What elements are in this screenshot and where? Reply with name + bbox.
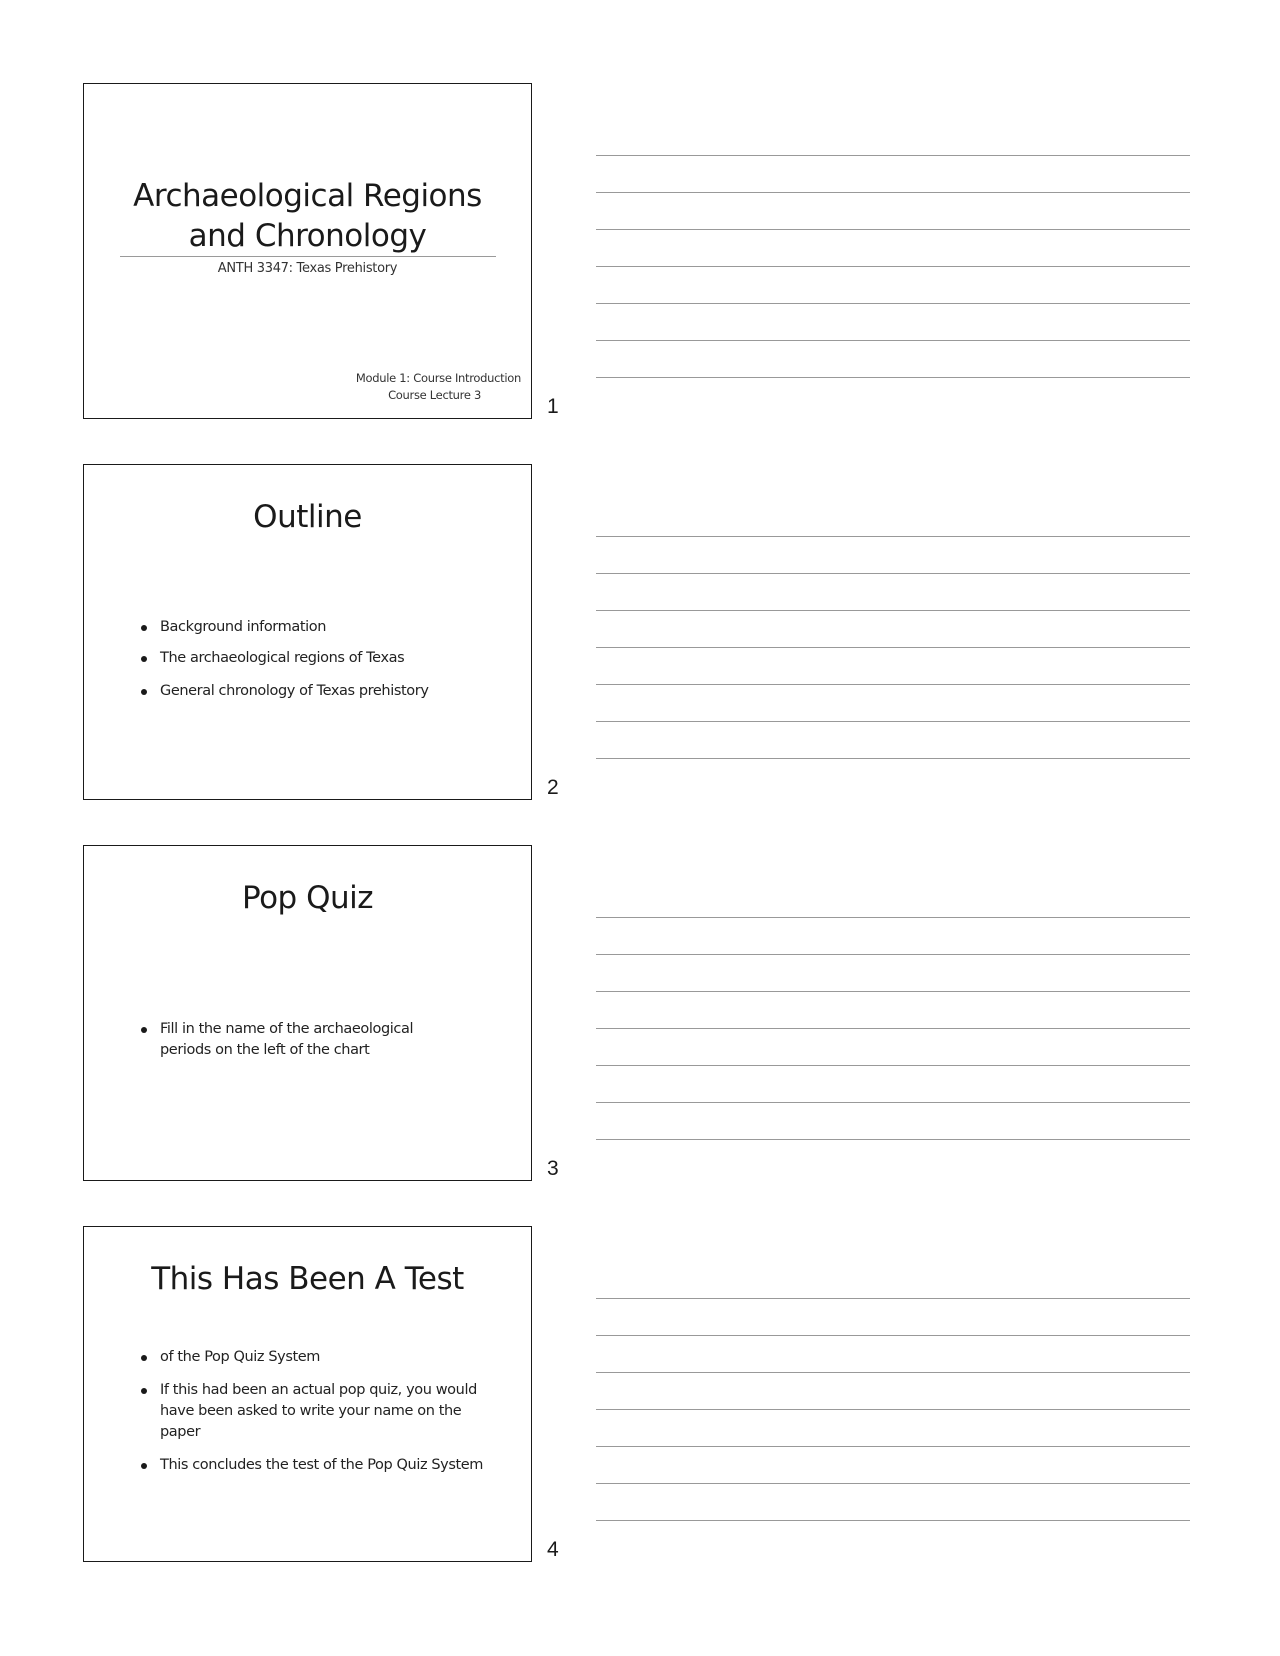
bullet-item: This concludes the test of the Pop Quiz System bbox=[140, 1455, 493, 1476]
slide-title: Outline bbox=[253, 499, 362, 535]
bullet-list bbox=[140, 1019, 461, 1061]
bullet-item: Fill in the name of the archaeological periods on the left of the chart bbox=[140, 1019, 461, 1061]
title-divider bbox=[120, 256, 496, 257]
note-line bbox=[596, 991, 1190, 992]
note-line bbox=[596, 377, 1190, 378]
slide-title-line-2: and Chronology bbox=[188, 218, 427, 254]
note-line bbox=[596, 758, 1190, 759]
note-line bbox=[596, 610, 1190, 611]
slide-thumbnail-4 bbox=[83, 1226, 532, 1562]
slide-row-4 bbox=[0, 1226, 1280, 1566]
slide-row-1 bbox=[0, 83, 1280, 423]
note-line bbox=[596, 266, 1190, 267]
slide-number: 4 bbox=[547, 1538, 559, 1561]
note-line bbox=[596, 1028, 1190, 1029]
slide-number: 3 bbox=[547, 1157, 559, 1180]
slide-subtitle: ANTH 3347: Texas Prehistory bbox=[217, 261, 398, 276]
note-line bbox=[596, 536, 1190, 537]
slide-number: 1 bbox=[547, 395, 559, 418]
note-line bbox=[596, 954, 1190, 955]
bullet-list bbox=[140, 1347, 493, 1476]
slide-thumbnail-3 bbox=[83, 845, 532, 1181]
slide-title bbox=[84, 176, 531, 256]
module-label: Module 1: Course Introduction bbox=[355, 371, 521, 385]
note-line bbox=[596, 303, 1190, 304]
note-line bbox=[596, 573, 1190, 574]
note-line bbox=[596, 917, 1190, 918]
note-line bbox=[596, 1335, 1190, 1336]
slide-thumbnail-1 bbox=[83, 83, 532, 419]
bullet-item: If this had been an actual pop quiz, you would have been asked to write your name on the paper bbox=[140, 1380, 493, 1443]
bullet-item: of the Pop Quiz System bbox=[140, 1347, 493, 1368]
note-line bbox=[596, 1139, 1190, 1140]
slide-row-3 bbox=[0, 845, 1280, 1185]
slide-title: Pop Quiz bbox=[241, 880, 374, 916]
bullet-item: General chronology of Texas prehistory bbox=[140, 681, 501, 702]
note-line bbox=[596, 684, 1190, 685]
note-line bbox=[596, 1372, 1190, 1373]
slide-thumbnail-2 bbox=[83, 464, 532, 800]
bullet-list bbox=[140, 617, 501, 702]
slide-footnote bbox=[356, 370, 521, 404]
slide-title: This Has Been A Test bbox=[151, 1261, 464, 1297]
note-line bbox=[596, 155, 1190, 156]
note-line bbox=[596, 192, 1190, 193]
slide-number: 2 bbox=[547, 776, 559, 799]
note-line bbox=[596, 340, 1190, 341]
bullet-item: Background information bbox=[140, 617, 501, 638]
note-line bbox=[596, 721, 1190, 722]
note-line bbox=[596, 1102, 1190, 1103]
note-line bbox=[596, 229, 1190, 230]
slide-row-2 bbox=[0, 464, 1280, 804]
note-line bbox=[596, 1520, 1190, 1521]
lecture-label: Course Lecture 3 bbox=[388, 388, 481, 402]
note-line bbox=[596, 647, 1190, 648]
note-line bbox=[596, 1065, 1190, 1066]
note-line bbox=[596, 1298, 1190, 1299]
note-line bbox=[596, 1446, 1190, 1447]
slide-title-line-1: Archaeological Regions bbox=[133, 178, 482, 214]
bullet-item: The archaeological regions of Texas bbox=[140, 648, 501, 669]
note-line bbox=[596, 1483, 1190, 1484]
note-line bbox=[596, 1409, 1190, 1410]
